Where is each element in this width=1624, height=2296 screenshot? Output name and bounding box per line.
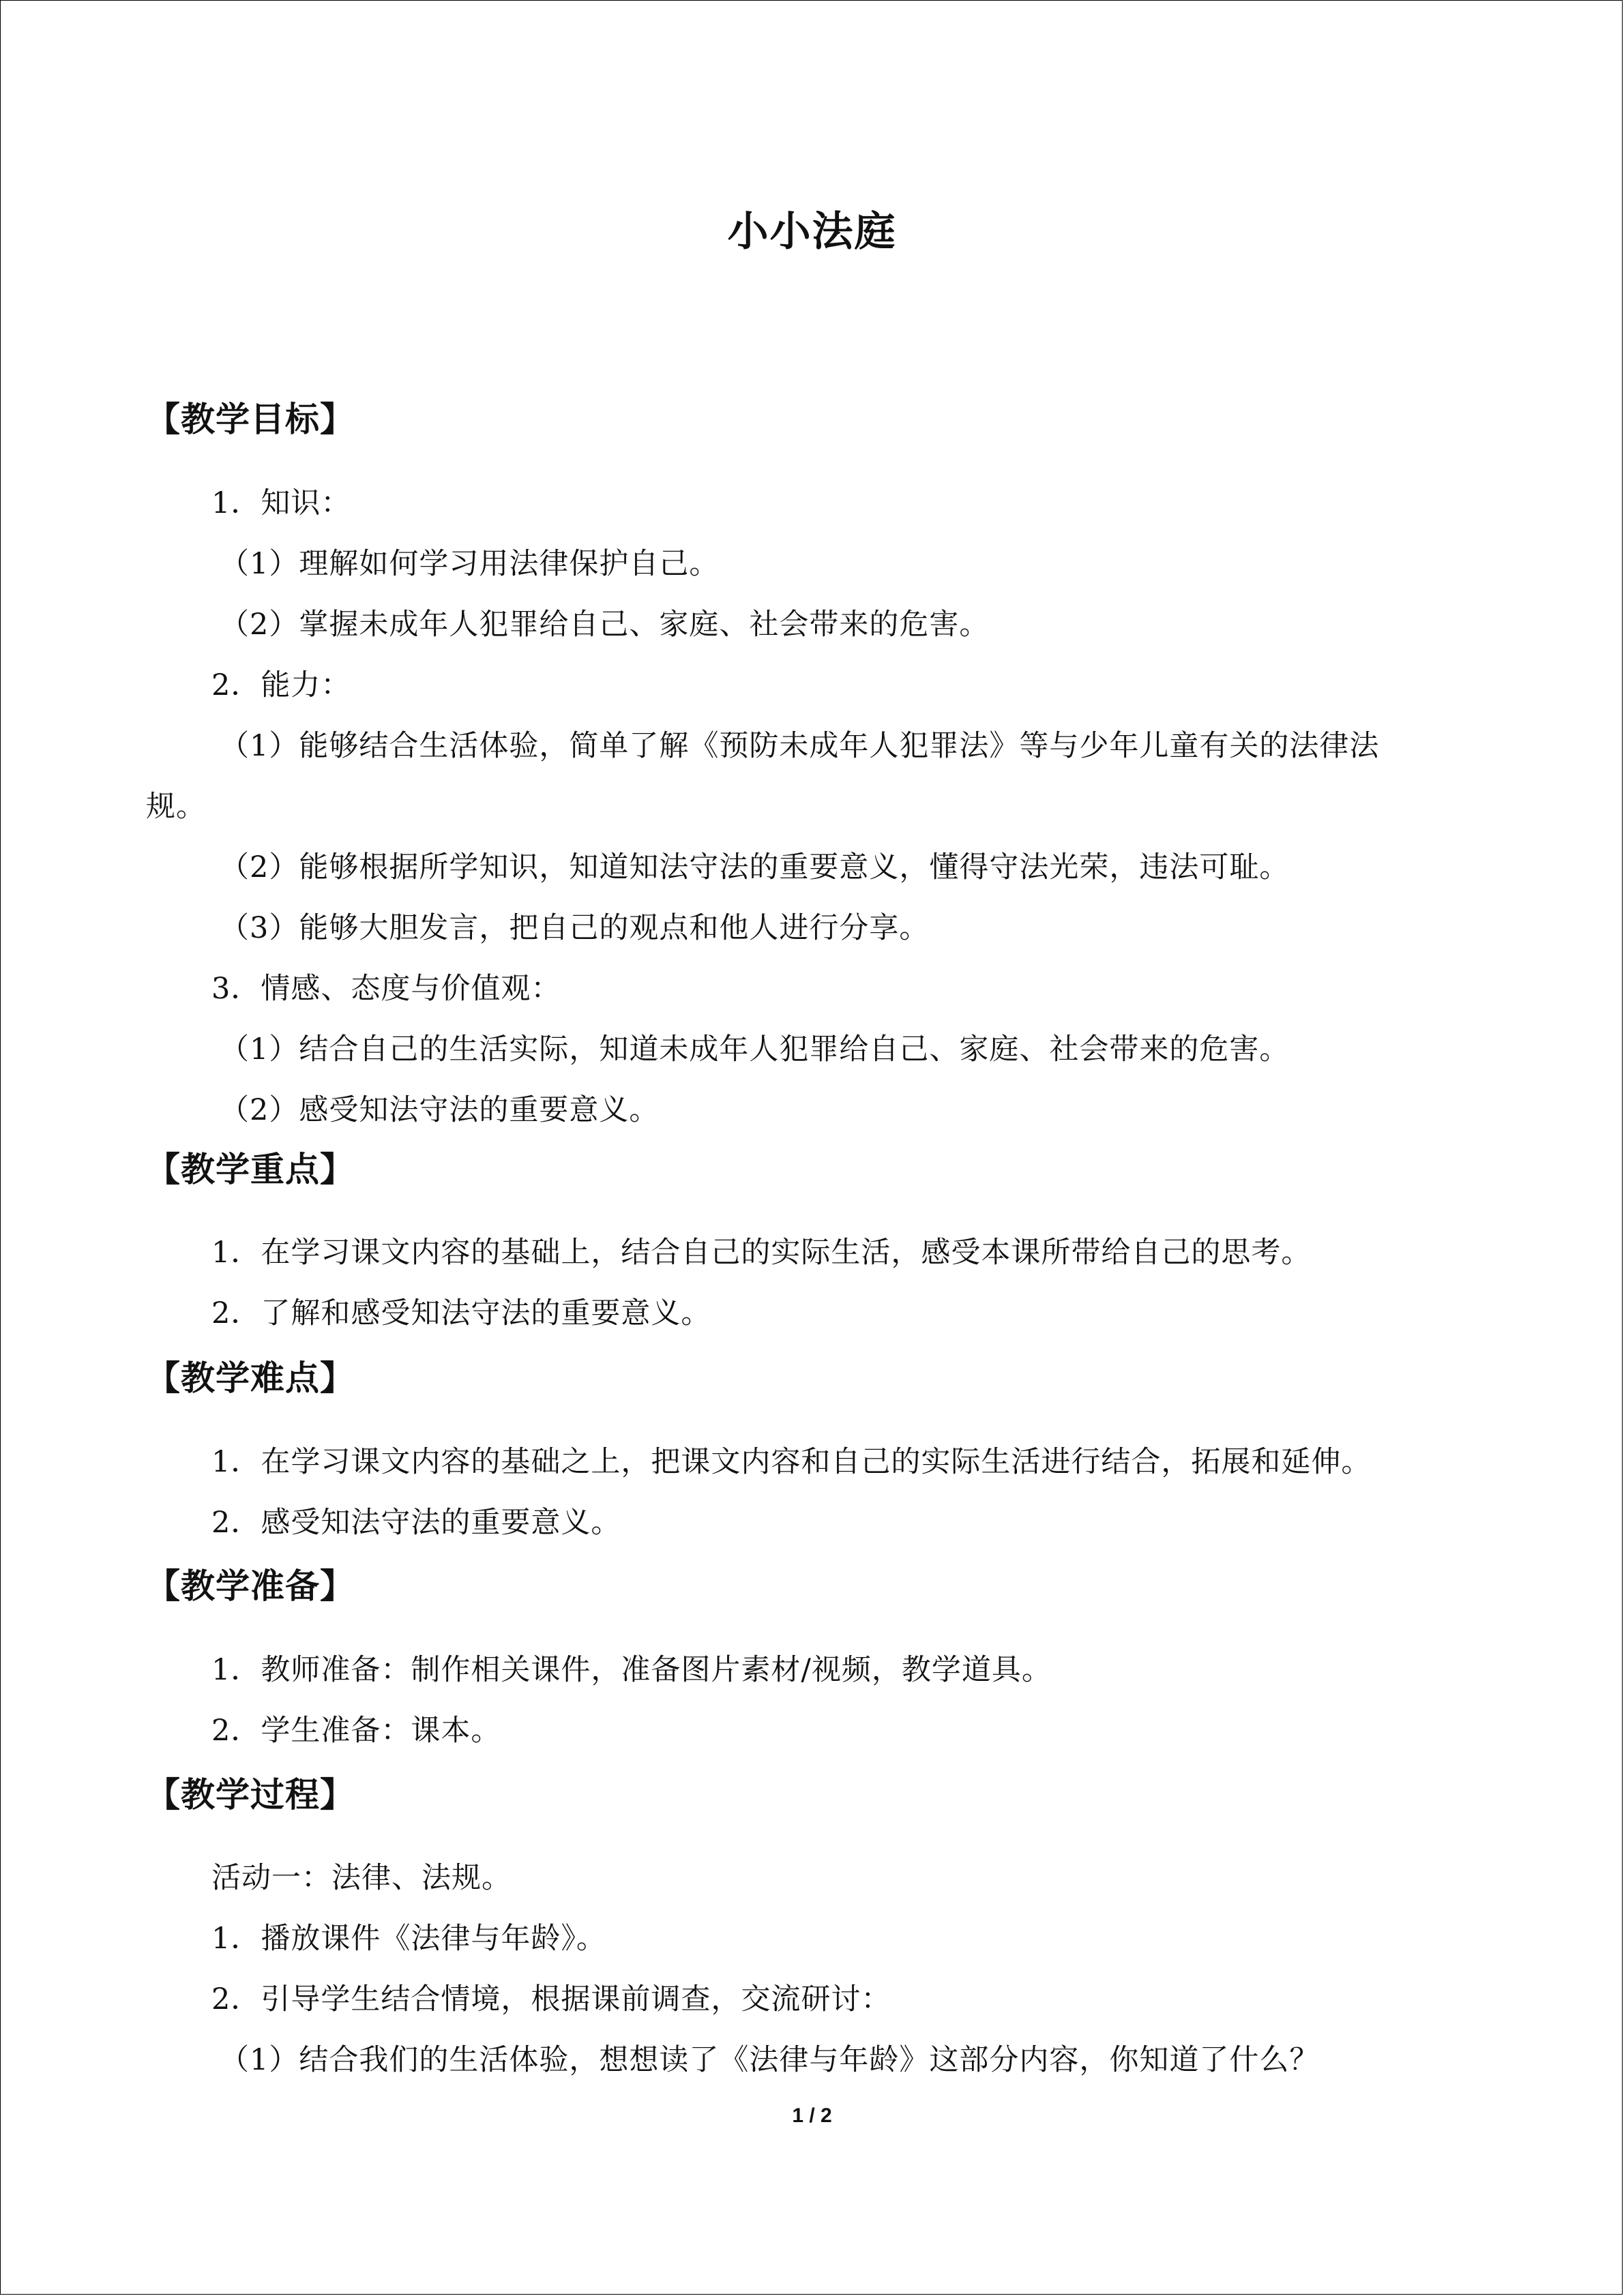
objective-ability-2: （2）能够根据所学知识，知道知法守法的重要意义，懂得守法光荣，违法可耻。 <box>220 850 1290 884</box>
difficulty-2: 2．感受知法守法的重要意义。 <box>211 1506 621 1540</box>
heading-objectives: 【教学目标】 <box>146 400 355 439</box>
objective-ability-1-line2: 规。 <box>146 790 206 824</box>
process-step-1: 1．播放课件《法律与年龄》。 <box>211 1922 606 1956</box>
objective-ability-3: （3）能够大胆发言，把自己的观点和他人进行分享。 <box>220 911 930 945</box>
process-activity-1: 活动一：法律、法规。 <box>211 1861 512 1895</box>
page-number: 1 / 2 <box>792 2104 832 2127</box>
objective-knowledge-1: （1）理解如何学习用法律保护自己。 <box>220 547 720 581</box>
heading-difficulties: 【教学难点】 <box>146 1358 355 1398</box>
key-point-1: 1．在学习课文内容的基础上，结合自己的实际生活，感受本课所带给自己的思考。 <box>211 1236 1312 1270</box>
objective-ability-label: 2．能力： <box>211 668 351 702</box>
objective-ability-1-line1: （1）能够结合生活体验，简单了解《预防未成年人犯罪法》等与少年儿童有关的法律法 <box>220 729 1380 763</box>
process-question-1: （1）结合我们的生活体验，想想读了《法律与年龄》这部分内容，你知道了什么？ <box>220 2043 1320 2077</box>
preparation-student: 2．学生准备：课本。 <box>211 1714 501 1748</box>
objective-emotion-1: （1）结合自己的生活实际，知道未成年人犯罪给自己、家庭、社会带来的危害。 <box>220 1032 1290 1067</box>
objective-emotion-2: （2）感受知法守法的重要意义。 <box>220 1093 660 1127</box>
process-step-2: 2．引导学生结合情境，根据课前调查，交流研讨： <box>211 1982 891 2016</box>
objective-knowledge-2: （2）掌握未成年人犯罪给自己、家庭、社会带来的危害。 <box>220 608 990 642</box>
difficulty-1: 1．在学习课文内容的基础之上，把课文内容和自己的实际生活进行结合，拓展和延伸。 <box>211 1445 1372 1479</box>
preparation-teacher: 1．教师准备：制作相关课件，准备图片素材/视频，教学道具。 <box>211 1653 1052 1687</box>
objective-emotion-label: 3．情感、态度与价值观： <box>211 972 561 1006</box>
heading-key-points: 【教学重点】 <box>146 1150 355 1189</box>
objective-knowledge-label: 1．知识： <box>211 486 351 520</box>
key-point-2: 2．了解和感受知法守法的重要意义。 <box>211 1296 711 1330</box>
document-title: 小小法庭 <box>727 208 897 256</box>
heading-process: 【教学过程】 <box>146 1775 355 1815</box>
heading-preparation: 【教学准备】 <box>146 1566 355 1606</box>
